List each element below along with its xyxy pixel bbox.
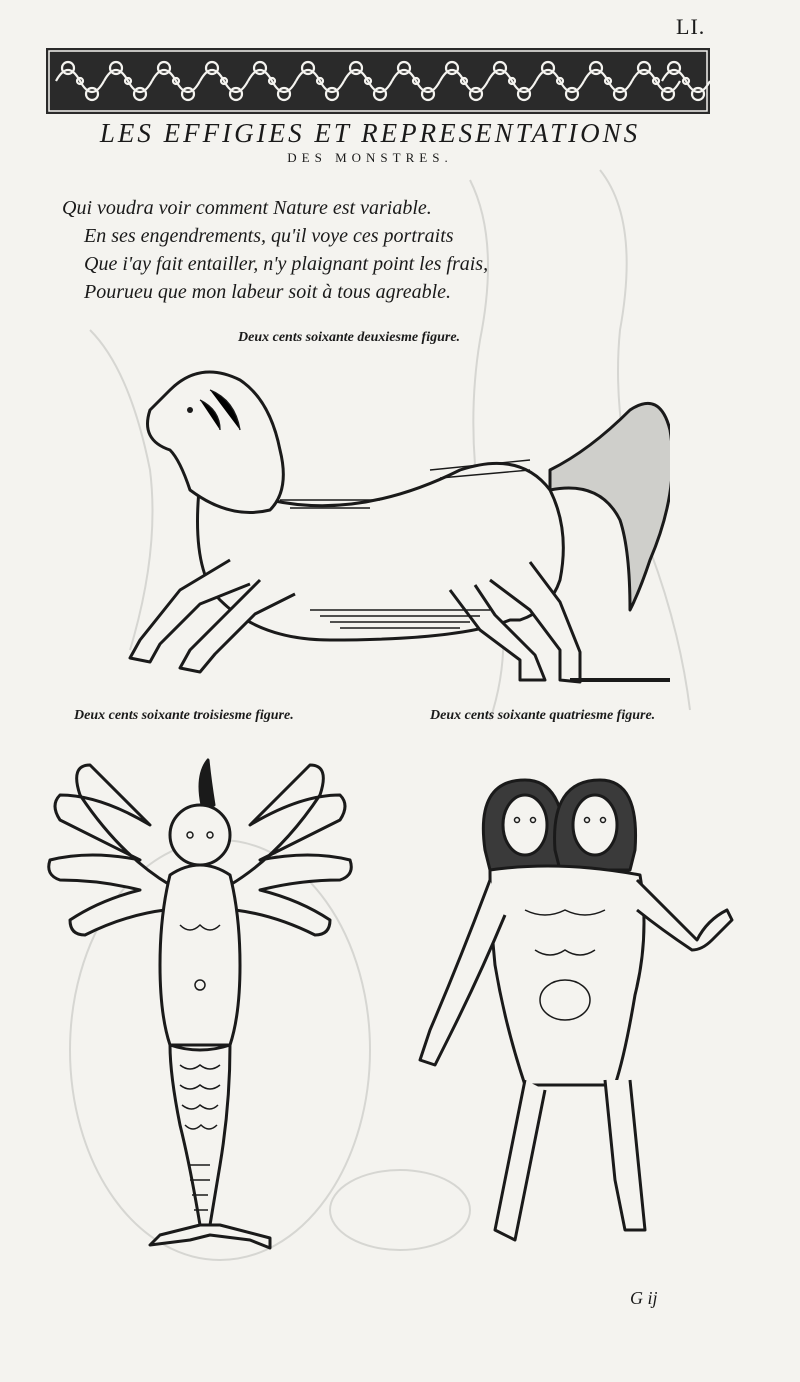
conjoined-twins-woodcut-illustration [405,770,735,1250]
poem-line: En ses engendrements, qu'il voye ces portraits [84,225,454,247]
ornament-band [46,48,710,114]
signature-mark: G ij [630,1288,658,1308]
folio-number: LI. [676,14,706,39]
figure-caption: Deux cents soixante deuxiesme figure. [238,330,461,345]
poem-line: Que i'ay fait entailler, n'y plaignant point les frais, [84,253,489,275]
figure-caption: Deux cents soixante quatriesme figure. [430,708,656,723]
horse-woodcut-illustration [110,360,670,700]
figure-caption: Deux cents soixante troisiesme figure. [74,708,294,723]
harpy-woodcut-illustration [30,745,360,1265]
poem-block [62,194,488,306]
poem-line: Qui voudra voir comment Nature est variable. [62,197,432,219]
page-subtitle: DES MONSTRES. [287,150,453,165]
poem-line: Pourueu que mon labeur soit à tous agreable. [84,281,452,303]
page-title: LES EFFIGIES ET REPRESENTATIONS [99,118,641,148]
